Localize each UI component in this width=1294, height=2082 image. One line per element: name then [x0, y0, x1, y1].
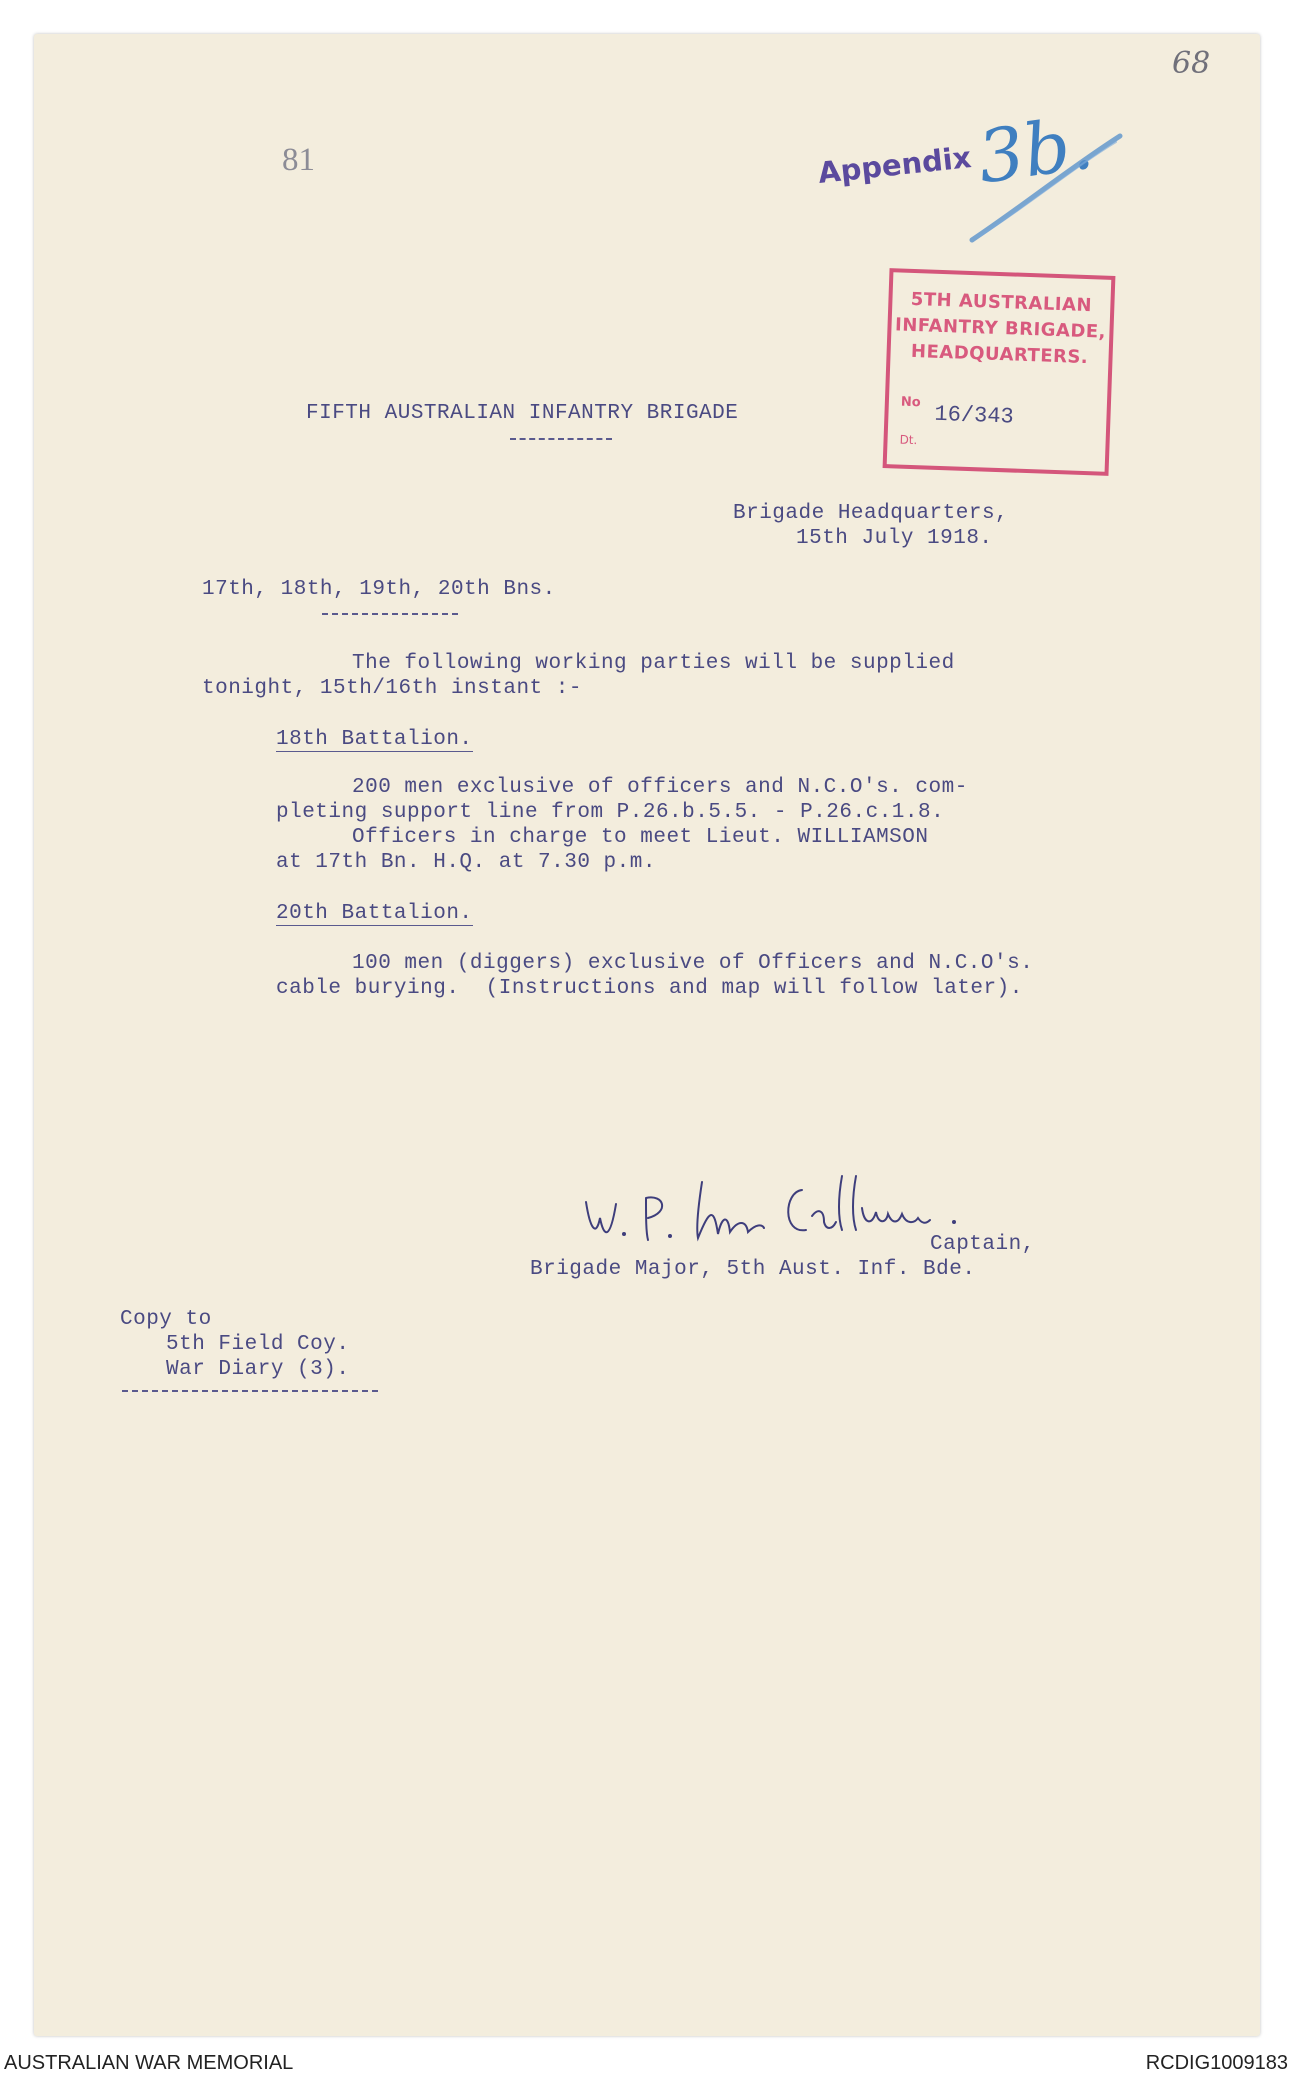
- section-line: cable burying. (Instructions and map will follow later).: [276, 977, 1023, 1000]
- intro-line: The following working parties will be supplied: [352, 652, 955, 675]
- addressees-underline: [322, 613, 458, 615]
- heading-underline: [510, 438, 612, 440]
- intro-line: tonight, 15th/16th instant :-: [202, 677, 582, 700]
- stamp-date-label: Dt.: [899, 432, 918, 448]
- copy-to-item: 5th Field Coy.: [166, 1333, 350, 1356]
- stamp-no-label: No: [900, 394, 921, 411]
- stamp-line: 5TH AUSTRALIAN: [910, 288, 1093, 317]
- signatory-rank: Captain,: [930, 1233, 1035, 1256]
- stamp-line: HEADQUARTERS.: [910, 340, 1089, 369]
- section-line: 200 men exclusive of officers and N.C.O's. com-: [352, 776, 968, 799]
- section-line: Officers in charge to meet Lieut. WILLIAMSON: [352, 826, 929, 849]
- section-line: 100 men (diggers) exclusive of Officers and N.C.O's.: [352, 952, 1034, 975]
- copy-to-item: War Diary (3).: [166, 1358, 350, 1381]
- letter-location: Brigade Headquarters,: [733, 502, 1009, 525]
- letter-addressees: 17th, 18th, 19th, 20th Bns.: [202, 578, 556, 601]
- section-title-18th: 18th Battalion.: [276, 728, 473, 751]
- stamp-number: 16/343: [934, 401, 1015, 430]
- folio-number: 81: [282, 142, 315, 178]
- stamp-line: INFANTRY BRIGADE,: [894, 314, 1107, 343]
- section-line: pleting support line from P.26.b.5.5. - P.26.c.1.8.: [276, 801, 945, 824]
- letter-date: 15th July 1918.: [796, 527, 993, 550]
- crayon-stroke-icon: [960, 128, 1130, 248]
- section-title-20th: 20th Battalion.: [276, 902, 473, 925]
- appendix-number: 3b.: [972, 100, 1099, 200]
- signatory-appointment: Brigade Major, 5th Aust. Inf. Bde.: [530, 1258, 976, 1281]
- headquarters-stamp: [883, 268, 1116, 476]
- footer-institution: AUSTRALIAN WAR MEMORIAL: [4, 2052, 294, 2074]
- page-number: 68: [1172, 46, 1211, 81]
- letter-heading: FIFTH AUSTRALIAN INFANTRY BRIGADE: [306, 402, 739, 425]
- section-line: at 17th Bn. H.Q. at 7.30 p.m.: [276, 851, 656, 874]
- copy-to-label: Copy to: [120, 1308, 212, 1331]
- footer-record-id: RCDIG1009183: [1145, 2052, 1288, 2074]
- copy-to-underline: [122, 1390, 378, 1392]
- appendix-label: Appendix: [816, 140, 973, 190]
